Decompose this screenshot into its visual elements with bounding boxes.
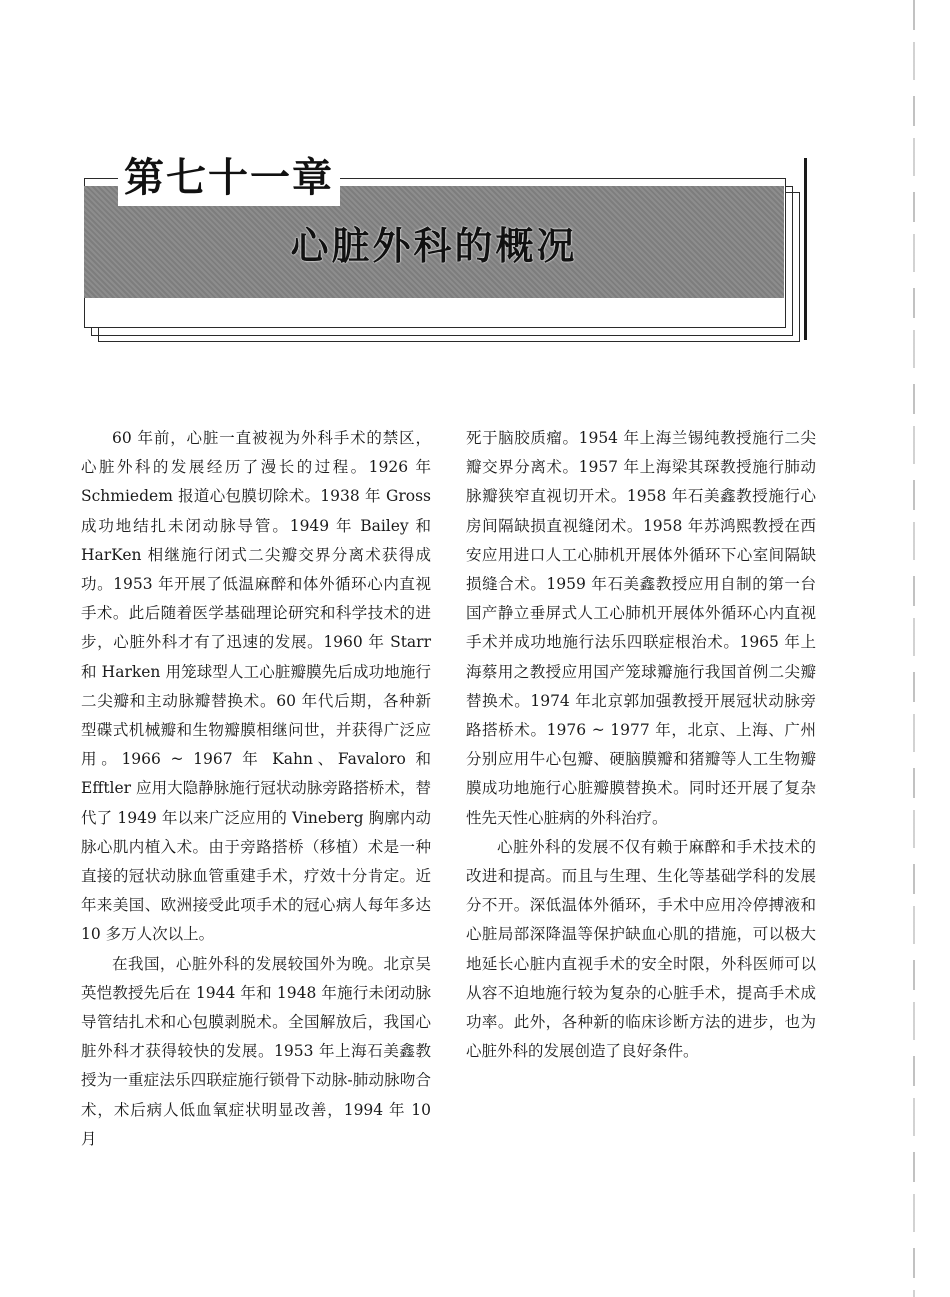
- paragraph-development-factors: 心脏外科的发展不仅有赖于麻醉和手术技术的改进和提高。而且与生理、生化等基础学科的发展分不开。深低温体外循环，手术中应用冷停搏液和心脏局部深降温等保护缺血心肌的措施，可以极大地延长心脏内直视手术的安全时限，外科医师可以从容不迫地施行较为复杂的心脏手术，提高手术成功率。此外，各种新的临床诊断方法的进步，也为心脏外科的发展创造了良好条件。: [466, 837, 816, 1061]
- paragraph-history-china: 在我国，心脏外科的发展较国外为晚。北京吴英恺教授先后在 1944 年和 1948 年施行未闭动脉导管结扎术和心包膜剥脱术。全国解放后，我国心脏外科才获得较快的发展。1953 年上海石美鑫教授为一重症法乐四联症施行锁骨下动脉-肺动脉吻合术，术后病人低血氧症状明显改善，1994 年 10 月: [81, 954, 431, 1148]
- chapter-header: [84, 150, 809, 345]
- chapter-title: 心脏外科的概况: [290, 222, 578, 268]
- header-vertical-rule: [804, 158, 807, 340]
- scan-edge-artifact: [913, 0, 915, 1297]
- paragraph-history-abroad: 60 年前，心脏一直被视为外科手术的禁区，心脏外科的发展经历了漫长的过程。1926 年 Schmiedem 报道心包膜切除术。1938 年 Gross 成功地结扎未闭动脉导管。1949 年 Bailey 和 HarKen 相继施行闭式二尖瓣交界分离术获得成功。1953 年开展了低温麻醉和体外循环心内直视手术。此后随着医学基础理论研究和科学技术的进步，心脏外科才有了迅速的发展。1960 年 Starr 和 Harken 用笼球型人工心脏瓣膜先后成功地施行二尖瓣和主动脉瓣替换术。60 年代后期，各种新型碟式机械瓣和生物瓣膜相继问世，并获得广泛应用。1966 ~ 1967 年 Kahn、Favaloro 和 Efftler 应用大隐静脉施行冠状动脉旁路搭桥术，替代了 1949 年以来广泛应用的 Vineberg 胸廓内动脉心肌内植入术。由于旁路搭桥（移植）术是一种直接的冠状动脉血管重建手术，疗效十分肯定。近年来美国、欧洲接受此项手术的冠心病人每年多达 10 多万人次以上。: [81, 429, 431, 944]
- chapter-number: 第七十一章: [118, 150, 340, 206]
- right-column: [466, 424, 816, 1066]
- left-column: [81, 424, 431, 1154]
- paragraph-history-china-continued: 死于脑胶质瘤。1954 年上海兰锡纯教授施行二尖瓣交界分离术。1957 年上海梁其琛教授施行肺动脉瓣狭窄直视切开术。1958 年石美鑫教授施行心房间隔缺损直视缝闭术。1958 年苏鸿熙教授在西安应用进口人工心肺机开展体外循环下心室间隔缺损缝合术。1959 年石美鑫教授应用自制的第一台国产静立垂屏式人工心肺机开展体外循环心内直视手术并成功地施行法乐四联症根治术。1965 年上海蔡用之教授应用国产笼球瓣施行我国首例二尖瓣替换术。1974 年北京郭加强教授开展冠状动脉旁路搭桥术。1976 ~ 1977 年，北京、上海、广州分别应用牛心包瓣、硬脑膜瓣和猪瓣等人工生物瓣膜成功地施行心脏瓣膜替换术。同时还开展了复杂性先天性心脏病的外科治疗。: [466, 429, 816, 827]
